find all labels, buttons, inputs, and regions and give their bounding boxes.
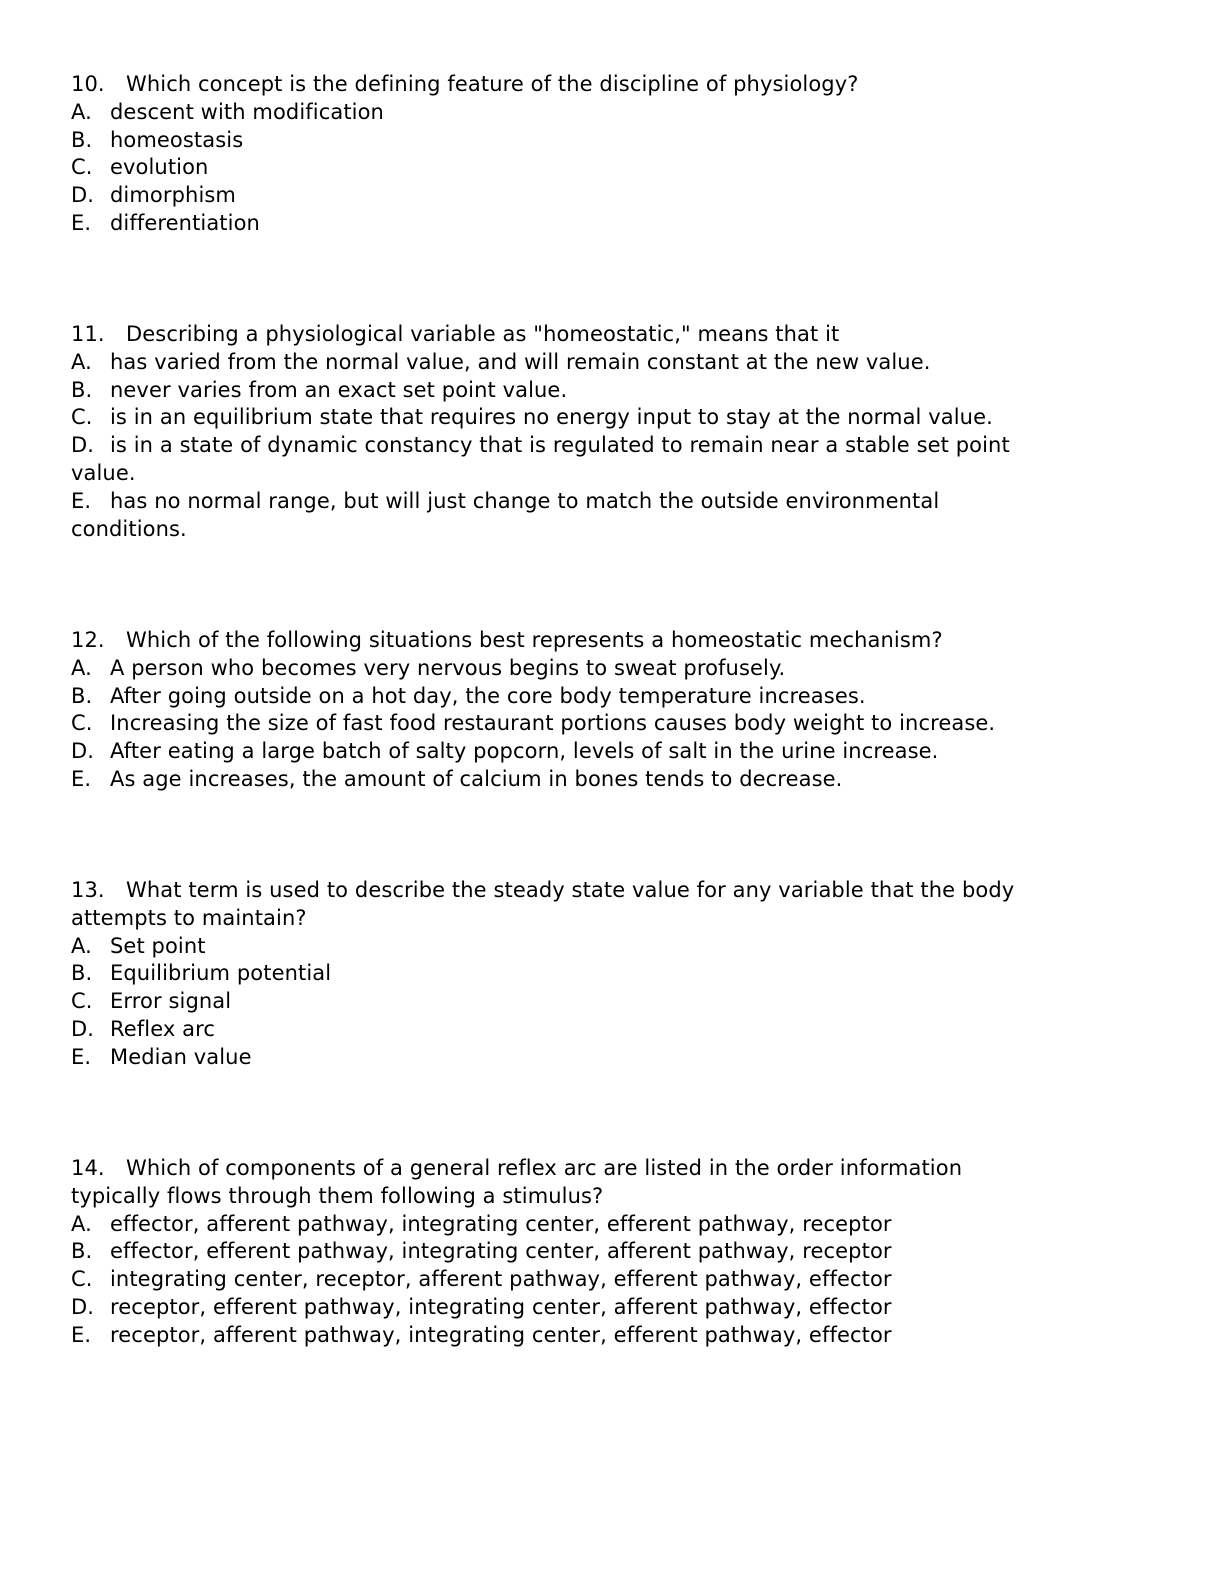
- option-text: Equilibrium potential: [110, 961, 332, 986]
- option-text: Set point: [110, 933, 206, 958]
- option-text: has no normal range, but will just change to match the outside environmental: [110, 488, 940, 513]
- option-letter: E.: [71, 1044, 92, 1069]
- question-text: Which of components of a general reflex arc are listed in the order information: [126, 1156, 963, 1180]
- answer-option-e: [71, 488, 1131, 516]
- answer-option-e-continued: [71, 516, 1131, 544]
- option-letter: D.: [71, 183, 95, 208]
- option-letter: C.: [71, 155, 93, 180]
- answer-option-d-continued: [71, 460, 1131, 488]
- question-14: [71, 1155, 1131, 1350]
- question-12: [71, 627, 1131, 794]
- answer-option-d: [71, 182, 1131, 210]
- option-text: Median value: [110, 1044, 252, 1069]
- option-letter: D.: [71, 1016, 95, 1041]
- question-number: 11.: [71, 322, 105, 346]
- option-letter: E.: [71, 210, 92, 235]
- option-letter: A.: [71, 933, 92, 958]
- question-11: [71, 321, 1131, 543]
- answer-option-b: [71, 960, 1131, 988]
- question-number: 14.: [71, 1156, 105, 1180]
- option-letter: A.: [71, 655, 92, 680]
- option-letter: D.: [71, 433, 95, 458]
- option-letter: B.: [71, 961, 93, 986]
- option-text: is in a state of dynamic constancy that is regulated to remain near a stable set point: [110, 433, 1010, 458]
- option-text: is in an equilibrium state that requires no energy input to stay at the normal value.: [110, 405, 993, 430]
- option-text: descent with modification: [110, 99, 384, 124]
- answer-option-e: [71, 210, 1131, 238]
- question-number: 10.: [71, 72, 105, 96]
- option-text: dimorphism: [110, 183, 236, 208]
- option-text: evolution: [110, 155, 209, 180]
- option-text: has varied from the normal value, and will remain constant at the new value.: [110, 349, 931, 374]
- answer-option-e: [71, 766, 1131, 794]
- question-text-continued: attempts to maintain?: [71, 905, 307, 930]
- question-stem-continued: [71, 905, 1131, 933]
- option-text: differentiation: [110, 210, 260, 235]
- option-text: receptor, afferent pathway, integrating center, efferent pathway, effector: [110, 1322, 892, 1347]
- option-letter: E.: [71, 1322, 92, 1347]
- option-letter: D.: [71, 1294, 95, 1319]
- option-letter: C.: [71, 405, 93, 430]
- question-text: Describing a physiological variable as "homeostatic," means that it: [126, 322, 840, 346]
- answer-option-c: [71, 154, 1131, 182]
- question-stem: [71, 877, 1131, 905]
- answer-option-c: [71, 710, 1131, 738]
- option-text: Increasing the size of fast food restaurant portions causes body weight to increase.: [110, 711, 996, 736]
- question-stem-continued: [71, 1183, 1131, 1211]
- option-text: never varies from an exact set point value.: [110, 377, 568, 402]
- question-stem: [71, 71, 1131, 99]
- answer-option-b: [71, 127, 1131, 155]
- option-letter: E.: [71, 488, 92, 513]
- question-stem: [71, 321, 1131, 349]
- question-number: 12.: [71, 628, 105, 652]
- answer-option-c: [71, 404, 1131, 432]
- question-text: Which concept is the defining feature of the discipline of physiology?: [126, 72, 859, 96]
- answer-option-d: [71, 432, 1131, 460]
- option-text-continued: conditions.: [71, 516, 187, 541]
- answer-option-d: [71, 738, 1131, 766]
- option-text: After eating a large batch of salty popcorn, levels of salt in the urine increase.: [110, 739, 939, 764]
- answer-option-b: [71, 377, 1131, 405]
- answer-option-a: [71, 349, 1131, 377]
- option-text: receptor, efferent pathway, integrating center, afferent pathway, effector: [110, 1294, 892, 1319]
- answer-option-b: [71, 683, 1131, 711]
- question-13: [71, 877, 1131, 1072]
- answer-option-a: [71, 933, 1131, 961]
- option-text: As age increases, the amount of calcium in bones tends to decrease.: [110, 766, 843, 791]
- answer-option-b: [71, 1238, 1131, 1266]
- option-letter: B.: [71, 683, 93, 708]
- question-stem: [71, 1155, 1131, 1183]
- question-text: What term is used to describe the steady state value for any variable that the body: [126, 878, 1015, 902]
- answer-option-a: [71, 655, 1131, 683]
- option-text-continued: value.: [71, 460, 136, 485]
- option-letter: A.: [71, 99, 92, 124]
- answer-option-e: [71, 1044, 1131, 1072]
- option-letter: B.: [71, 377, 93, 402]
- option-letter: C.: [71, 1267, 93, 1292]
- answer-option-d: [71, 1294, 1131, 1322]
- answer-option-a: [71, 99, 1131, 127]
- question-text: Which of the following situations best represents a homeostatic mechanism?: [126, 628, 943, 652]
- option-text: effector, efferent pathway, integrating center, afferent pathway, receptor: [110, 1239, 892, 1264]
- option-text: Reflex arc: [110, 1016, 216, 1041]
- answer-option-a: [71, 1211, 1131, 1239]
- option-letter: D.: [71, 739, 95, 764]
- answer-option-e: [71, 1322, 1131, 1350]
- answer-option-d: [71, 1016, 1131, 1044]
- option-letter: B.: [71, 127, 93, 152]
- question-number: 13.: [71, 878, 105, 902]
- option-text: effector, afferent pathway, integrating center, efferent pathway, receptor: [110, 1211, 892, 1236]
- option-letter: C.: [71, 989, 93, 1014]
- option-text: integrating center, receptor, afferent pathway, efferent pathway, effector: [110, 1267, 892, 1292]
- option-text: Error signal: [110, 989, 232, 1014]
- question-10: [71, 71, 1131, 238]
- answer-option-c: [71, 988, 1131, 1016]
- answer-option-c: [71, 1266, 1131, 1294]
- option-text: After going outside on a hot day, the core body temperature increases.: [110, 683, 866, 708]
- option-letter: A.: [71, 349, 92, 374]
- option-letter: E.: [71, 766, 92, 791]
- option-text: homeostasis: [110, 127, 244, 152]
- question-text-continued: typically flows through them following a stimulus?: [71, 1183, 604, 1208]
- option-letter: C.: [71, 711, 93, 736]
- question-stem: [71, 627, 1131, 655]
- option-letter: B.: [71, 1239, 93, 1264]
- option-text: A person who becomes very nervous begins to sweat profusely.: [110, 655, 786, 680]
- option-letter: A.: [71, 1211, 92, 1236]
